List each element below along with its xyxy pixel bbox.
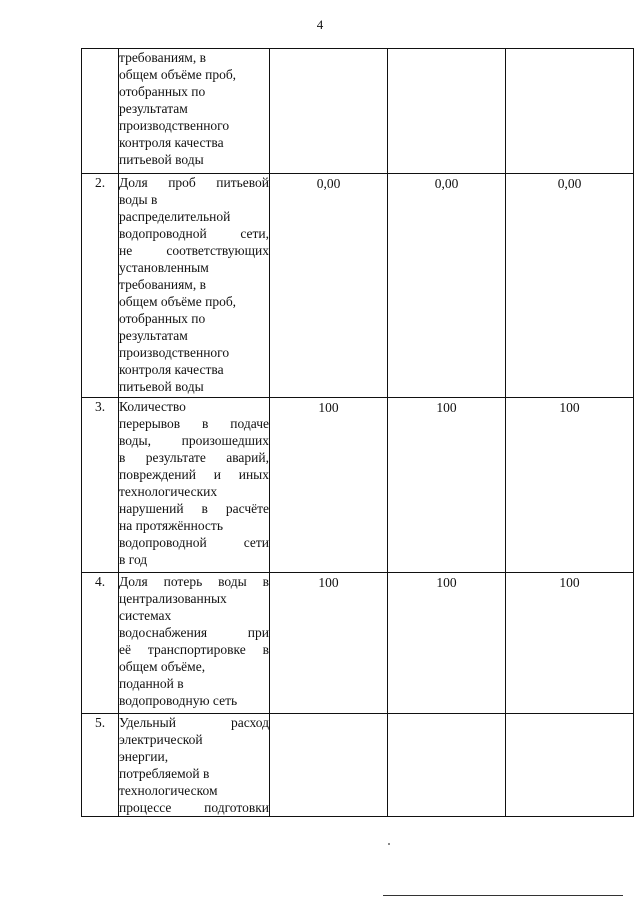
indicator-name-line: Количество — [119, 399, 186, 414]
row-number-cell: 3. — [82, 398, 119, 573]
indicator-name-line: нарушений в расчёте — [119, 501, 269, 516]
indicator-name-line: централизованных — [119, 591, 227, 606]
row-number-cell: 5. — [82, 714, 119, 817]
indicator-name-line: контроля качества — [119, 135, 224, 150]
indicator-name-line: производственного — [119, 118, 230, 133]
value-text — [388, 49, 505, 50]
indicator-name-line: Удельный расход — [119, 715, 269, 730]
table-body — [82, 49, 634, 817]
indicator-name-cell — [119, 49, 270, 174]
table-row — [82, 573, 634, 714]
indicator-name-line: установленным — [119, 260, 209, 275]
value-cell-3 — [506, 174, 634, 398]
value-text — [270, 49, 387, 50]
indicator-name-cell — [119, 714, 270, 817]
indicator-name-line: технологическом — [119, 783, 218, 798]
indicator-name-line: воды, произошедших — [119, 433, 269, 448]
indicator-name-line: результатам — [119, 101, 188, 116]
indicator-name-line: общем объёме проб, — [119, 294, 237, 309]
value-text — [506, 49, 633, 50]
indicator-name-line: Доля проб питьевой — [119, 175, 269, 190]
indicator-name-line: требованиям, в — [119, 50, 206, 65]
scan-artifact-dot — [388, 843, 390, 845]
value-text: 100 — [559, 575, 580, 590]
value-cell-2 — [388, 174, 506, 398]
value-text: 0,00 — [434, 176, 459, 191]
indicators-table — [81, 48, 634, 817]
indicator-name-line: водопроводную сеть — [119, 693, 238, 708]
indicator-name-line: на протяжённость — [119, 518, 223, 533]
table-row — [82, 714, 634, 817]
table-row — [82, 49, 634, 174]
indicator-name-line: воды в — [119, 192, 158, 207]
indicator-name-line: в результате аварий, — [119, 450, 269, 465]
indicator-name-line: отобранных по — [119, 311, 206, 326]
indicator-name-line: Доля потерь воды в — [119, 574, 269, 589]
value-cell-2 — [388, 49, 506, 174]
value-cell-1 — [270, 398, 388, 573]
value-text — [388, 714, 505, 715]
indicator-name-line: поданной в — [119, 676, 184, 691]
indicator-name-cell — [119, 174, 270, 398]
value-text: 100 — [559, 400, 580, 415]
indicator-name-line: водоснабжения при — [119, 625, 269, 640]
value-text: 0,00 — [316, 176, 341, 191]
value-text — [270, 714, 387, 715]
footer-rule — [383, 895, 623, 896]
indicator-name-line: распределительной — [119, 209, 231, 224]
indicator-name-line: энергии, — [119, 749, 169, 764]
page-number: 4 — [316, 17, 324, 32]
value-text: 100 — [318, 400, 339, 415]
indicator-name-line: не соответствующих — [119, 243, 269, 258]
indicator-name-line: требованиям, в — [119, 277, 206, 292]
value-cell-1 — [270, 573, 388, 714]
indicator-name-line: питьевой воды — [119, 152, 204, 167]
value-cell-3 — [506, 398, 634, 573]
indicator-name-line: питьевой воды — [119, 379, 204, 394]
row-number-cell — [82, 49, 119, 174]
value-cell-3 — [506, 714, 634, 817]
value-cell-3 — [506, 49, 634, 174]
indicator-name-line: потребляемой в — [119, 766, 210, 781]
indicator-name-cell — [119, 573, 270, 714]
row-number-cell: 4. — [82, 573, 119, 714]
value-cell-2 — [388, 398, 506, 573]
indicator-name-line: отобранных по — [119, 84, 206, 99]
table-row — [82, 174, 634, 398]
indicator-name-cell — [119, 398, 270, 573]
value-cell-1 — [270, 49, 388, 174]
indicator-name-line: её транспортировке в — [119, 642, 269, 657]
indicator-name-line: перерывов в подаче — [119, 416, 269, 431]
indicator-name-line: в год — [119, 552, 148, 567]
indicator-name-line: системах — [119, 608, 172, 623]
value-cell-2 — [388, 714, 506, 817]
indicator-name-line: результатам — [119, 328, 188, 343]
indicator-name-line: водопроводной сети, — [119, 226, 269, 241]
value-text: 0,00 — [557, 176, 582, 191]
value-text: 100 — [436, 400, 457, 415]
indicator-name-line: контроля качества — [119, 362, 224, 377]
indicator-name-line: электрической — [119, 732, 203, 747]
value-cell-1 — [270, 174, 388, 398]
value-cell-1 — [270, 714, 388, 817]
indicator-name-line: процессе подготовки — [119, 800, 269, 815]
value-text: 100 — [318, 575, 339, 590]
indicator-name-line: повреждений и иных — [119, 467, 269, 482]
table-row — [82, 398, 634, 573]
value-text: 100 — [436, 575, 457, 590]
row-number-cell: 2. — [82, 174, 119, 398]
indicator-name-line: технологических — [119, 484, 218, 499]
indicator-name-line: производственного — [119, 345, 230, 360]
value-text — [506, 714, 633, 715]
indicator-name-line: водопроводной сети — [119, 535, 269, 550]
indicator-name-line: общем объёме, — [119, 659, 206, 674]
value-cell-2 — [388, 573, 506, 714]
value-cell-3 — [506, 573, 634, 714]
indicator-name-line: общем объёме проб, — [119, 67, 237, 82]
